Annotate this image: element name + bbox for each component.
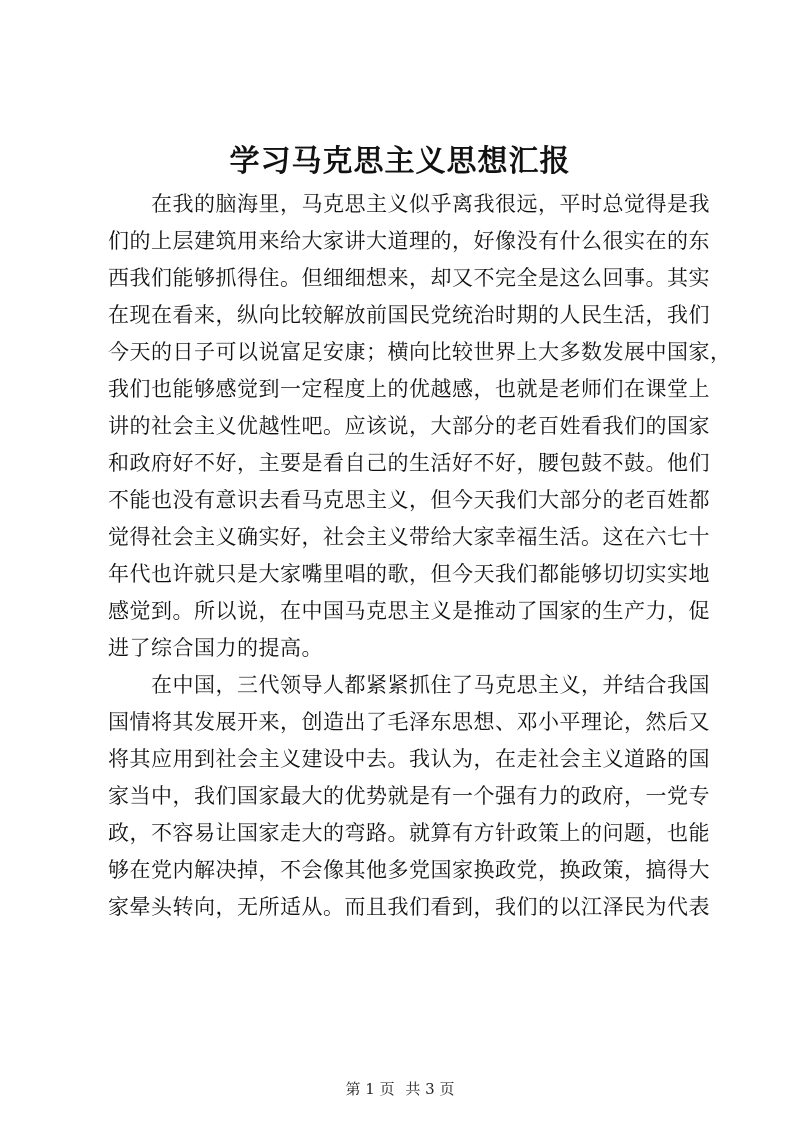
text-line: 西我们能够抓得住。但细细想来，却又不完全是这么回事。其实 <box>108 266 710 290</box>
page-footer <box>0 1078 800 1099</box>
text-line: 在我的脑海里，马克思主义似乎离我很远，平时总觉得是我 <box>151 192 710 216</box>
paragraph-2 <box>108 667 710 926</box>
text-line: 进了综合国力的提高。 <box>108 636 323 660</box>
text-line: 们的上层建筑用来给大家讲大道理的，好像没有什么很实在的东 <box>108 229 710 253</box>
text-line: 在中国，三代领导人都紧紧抓住了马克思主义，并结合我国 <box>151 673 710 697</box>
text-line: 在现在看来，纵向比较解放前国民党统治时期的人民生活，我们 <box>108 303 710 327</box>
text-line: 今天的日子可以说富足安康；横向比较世界上大多数发展中国家， <box>108 340 732 364</box>
text-line: 感觉到。所以说，在中国马克思主义是推动了国家的生产力，促 <box>108 599 710 623</box>
text-line: 和政府好不好，主要是看自己的生活好不好，腰包鼓不鼓。他们 <box>108 451 710 475</box>
text-line: 家晕头转向，无所适从。而且我们看到，我们的以江泽民为代表 <box>108 895 710 919</box>
text-line: 觉得社会主义确实好，社会主义带给大家幸福生活。这在六七十 <box>108 525 710 549</box>
page-title: 学习马克思主义思想汇报 <box>229 144 571 179</box>
text-line: 够在党内解决掉，不会像其他多党国家换政党，换政策，搞得大 <box>108 858 710 882</box>
text-line: 讲的社会主义优越性吧。应该说，大部分的老百姓看我们的国家 <box>108 414 710 438</box>
text-line: 年代也许就只是大家嘴里唱的歌，但今天我们都能够切切实实地 <box>108 562 710 586</box>
text-line: 国情将其发展开来，创造出了毛泽东思想、邓小平理论，然后又 <box>108 710 710 734</box>
page-total: 共 3 页 <box>405 1080 455 1098</box>
text-line: 不能也没有意识去看马克思主义，但今天我们大部分的老百姓都 <box>108 488 710 512</box>
text-line: 家当中，我们国家最大的优势就是有一个强有力的政府，一党专 <box>108 784 710 808</box>
text-line: 将其应用到社会主义建设中去。我认为，在走社会主义道路的国 <box>108 747 710 771</box>
text-line: 我们也能够感觉到一定程度上的优越感，也就是老师们在课堂上 <box>108 377 710 401</box>
text-line: 政，不容易让国家走大的弯路。就算有方针政策上的问题，也能 <box>108 821 710 845</box>
document-body <box>108 186 732 926</box>
paragraph-1 <box>108 186 732 667</box>
page-number: 第 1 页 <box>345 1080 395 1098</box>
